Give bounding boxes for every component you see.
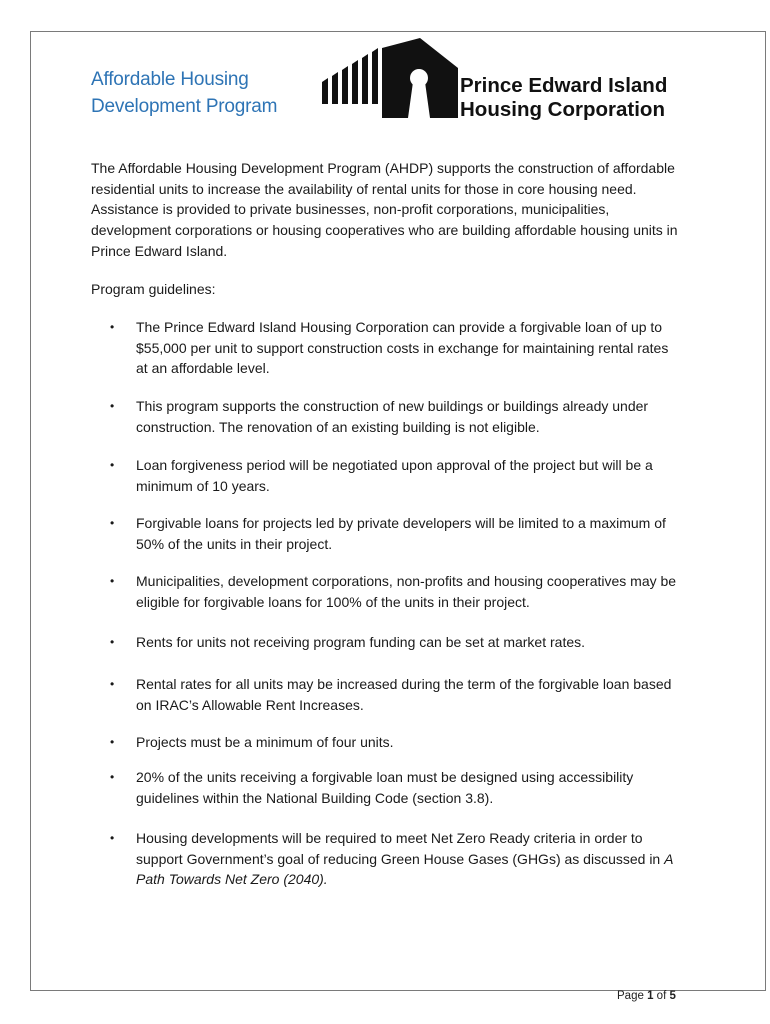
total-pages: 5 (669, 990, 676, 1002)
bullet-icon: • (110, 399, 115, 413)
list-item (110, 767, 680, 808)
bullet-icon: • (110, 458, 115, 472)
of-word: of (656, 990, 667, 1002)
list-item-text: This program supports the construction of new buildings or buildings already under construction. The renovation of an existing building is not eligible. (136, 398, 649, 435)
org-line-2: Housing Corporation (460, 98, 665, 121)
list-item-text: Municipalities, development corporations, non-profits and housing cooperatives may be eligible for forgivable loans for 100% of the units in their project. (136, 573, 677, 610)
list-item-text: Rental rates for all units may be increased during the term of the forgivable loan based on IRAC’s Allowable Rent Increases. (136, 676, 672, 713)
list-item-text (136, 828, 680, 890)
bullet-icon: • (110, 516, 115, 530)
list-item-text: Projects must be a minimum of four units. (136, 734, 394, 750)
guidelines-heading: Program guidelines: (91, 281, 216, 297)
list-item-text: Forgivable loans for projects led by private developers will be limited to a maximum of 50% of the units in their project. (136, 515, 666, 552)
organization-name (460, 74, 667, 122)
bullet-icon: • (110, 320, 115, 334)
list-item (110, 828, 680, 890)
list-item (110, 396, 680, 437)
current-page: 1 (647, 990, 654, 1002)
list-item (110, 317, 680, 379)
list-item-text: The Prince Edward Island Housing Corporation can provide a forgivable loan of up to $55,000 per unit to support construction costs in exchange for maintaining rental rates at an affordable level. (136, 319, 669, 377)
bullet-icon: • (110, 770, 115, 784)
bullet-icon: • (110, 677, 115, 691)
org-line-1: Prince Edward Island (460, 74, 668, 97)
list-item (110, 732, 680, 753)
list-item (110, 513, 680, 554)
list-item-text: Loan forgiveness period will be negotiated upon approval of the project but will be a minimum of 10 years. (136, 457, 653, 494)
list-item-text-plain: Housing developments will be required to meet Net Zero Ready criteria in order to support Government’s goal of reducing Green House Gases (GHGs) as discussed in (136, 830, 665, 867)
bullet-icon: • (110, 574, 115, 588)
document-reference-link: A Path Towards Net Zero (2040). (136, 850, 673, 888)
intro-paragraph: The Affordable Housing Development Program (AHDP) supports the construction of affordable residential units to increase the availability of rental units for those in core housing need. Assistance is provided to private businesses, non-profit corporations, municipalities, development corporations or housing cooperatives who are building affordable housing units in Prince Edward Island. (91, 160, 678, 259)
list-item-text: 20% of the units receiving a forgivable loan must be designed using accessibility guidelines within the National Building Code (section 3.8). (136, 769, 634, 806)
page-number-footer (617, 990, 676, 1002)
bullet-icon: • (110, 635, 115, 649)
list-item (110, 674, 680, 715)
list-item (110, 455, 680, 496)
page-title (91, 66, 277, 120)
bullet-icon: • (110, 735, 115, 749)
list-item (110, 632, 680, 653)
title-line-2: Development Program (91, 96, 278, 117)
list-item (110, 571, 680, 612)
list-item-text: Rents for units not receiving program funding can be set at market rates. (136, 634, 586, 650)
title-line-1: Affordable Housing (91, 69, 249, 90)
bullet-icon: • (110, 831, 115, 845)
page-word: Page (617, 990, 644, 1002)
